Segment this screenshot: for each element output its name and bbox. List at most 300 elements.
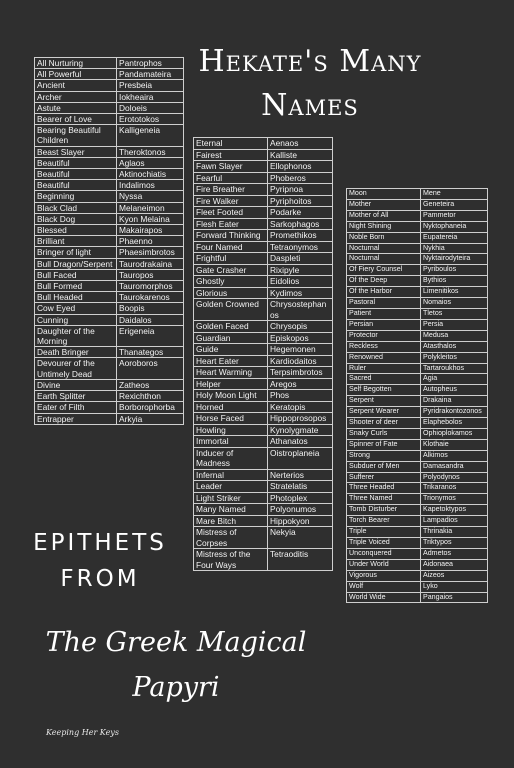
greek-epithet: Medusa xyxy=(421,330,488,341)
greek-epithet: Tetraonymos xyxy=(268,241,333,253)
table-row xyxy=(35,58,184,69)
greek-epithet: Kydimos xyxy=(268,287,333,299)
table-row xyxy=(194,436,333,448)
table-row xyxy=(347,516,488,527)
table-row xyxy=(35,80,184,91)
greek-epithet: Rexichthon xyxy=(117,391,184,402)
table-row xyxy=(347,254,488,265)
table-row xyxy=(194,321,333,333)
table-row xyxy=(35,213,184,224)
greek-epithet: Presbeia xyxy=(117,80,184,91)
table-row xyxy=(194,149,333,161)
english-epithet: Unconquered xyxy=(347,548,421,559)
english-epithet: World Wide xyxy=(347,592,421,603)
table-row xyxy=(35,358,184,379)
subtitle-line-2: FROM xyxy=(60,566,140,592)
table-row xyxy=(347,527,488,538)
table-row xyxy=(35,347,184,358)
greek-epithet: Bythios xyxy=(421,276,488,287)
english-epithet: All Powerful xyxy=(35,69,117,80)
english-epithet: Gate Crasher xyxy=(194,264,268,276)
table-row xyxy=(35,281,184,292)
table-row xyxy=(194,367,333,379)
greek-epithet: Nerterios xyxy=(268,469,333,481)
greek-epithet: Alkimos xyxy=(421,450,488,461)
english-epithet: Forward Thinking xyxy=(194,230,268,242)
greek-epithet: Limenitikos xyxy=(421,287,488,298)
greek-epithet: Hippoprosopos xyxy=(268,413,333,425)
greek-epithet: Boopis xyxy=(117,303,184,314)
greek-epithet: Nyssa xyxy=(117,191,184,202)
greek-epithet: Tauromorphos xyxy=(117,281,184,292)
table-row xyxy=(194,287,333,299)
greek-epithet: Eidolios xyxy=(268,276,333,288)
english-epithet: Beautiful xyxy=(35,157,117,168)
english-epithet: Daughter of the Morning xyxy=(35,325,117,346)
english-epithet: Leader xyxy=(194,481,268,493)
english-epithet: Helper xyxy=(194,378,268,390)
english-epithet: Fire Walker xyxy=(194,195,268,207)
greek-epithet: Atasthalos xyxy=(421,341,488,352)
english-epithet: Guide xyxy=(194,344,268,356)
table-row xyxy=(347,276,488,287)
english-epithet: Inducer of Madness xyxy=(194,447,268,469)
table-row xyxy=(35,325,184,346)
table-row xyxy=(194,355,333,367)
greek-epithet: Doloeis xyxy=(117,102,184,113)
table-row xyxy=(35,379,184,390)
table-row xyxy=(35,102,184,113)
english-epithet: Of the Deep xyxy=(347,276,421,287)
greek-epithet: Damasandra xyxy=(421,461,488,472)
table-row xyxy=(35,157,184,168)
greek-epithet: Autopheus xyxy=(421,385,488,396)
english-epithet: Spinner of Fate xyxy=(347,439,421,450)
table-row xyxy=(347,221,488,232)
table-row xyxy=(194,390,333,402)
greek-epithet: Elaphebolos xyxy=(421,418,488,429)
table-row xyxy=(347,538,488,549)
greek-epithet: Nykhia xyxy=(421,243,488,254)
english-epithet: Triple Voiced xyxy=(347,538,421,549)
greek-epithet: Sarkophagos xyxy=(268,218,333,230)
table-row xyxy=(35,292,184,303)
greek-epithet: Podarke xyxy=(268,207,333,219)
greek-epithet: Arkyia xyxy=(117,413,184,424)
greek-epithet: Daidalos xyxy=(117,314,184,325)
table-row xyxy=(194,378,333,390)
english-epithet: Strong xyxy=(347,450,421,461)
english-epithet: Ruler xyxy=(347,363,421,374)
greek-epithet: Aoroboros xyxy=(117,358,184,379)
greek-epithet: Promethikos xyxy=(268,230,333,242)
table-row xyxy=(347,581,488,592)
greek-epithet: Aktinochiatis xyxy=(117,169,184,180)
english-epithet: Ancient xyxy=(35,80,117,91)
greek-epithet: Pyripnoa xyxy=(268,184,333,196)
english-epithet: Night Shining xyxy=(347,221,421,232)
greek-epithet: Kardiodaitos xyxy=(268,355,333,367)
table-row xyxy=(194,230,333,242)
english-epithet: Beginning xyxy=(35,191,117,202)
english-epithet: Self Begotten xyxy=(347,385,421,396)
english-epithet: Eater of Filth xyxy=(35,402,117,413)
greek-epithet: Ophioplokamos xyxy=(421,428,488,439)
table-row xyxy=(35,114,184,125)
greek-epithet: Tletos xyxy=(421,308,488,319)
greek-epithet: Phoberos xyxy=(268,172,333,184)
greek-epithet: Rixipyle xyxy=(268,264,333,276)
greek-epithet: Pyriboulos xyxy=(421,265,488,276)
greek-epithet: Pyridrakontozonos xyxy=(421,407,488,418)
table-row xyxy=(347,363,488,374)
english-epithet: Eternal xyxy=(194,138,268,150)
greek-epithet: Thanategos xyxy=(117,347,184,358)
table-row xyxy=(347,352,488,363)
author-signature: Keeping Her Keys xyxy=(46,728,119,737)
english-epithet: Fleet Footed xyxy=(194,207,268,219)
greek-epithet: Taurokarenos xyxy=(117,292,184,303)
greek-epithet: Kyon Melaina xyxy=(117,213,184,224)
table-row xyxy=(35,146,184,157)
table-row xyxy=(347,461,488,472)
table-row xyxy=(35,125,184,146)
english-epithet: Fawn Slayer xyxy=(194,161,268,173)
table-row xyxy=(194,481,333,493)
table-row xyxy=(347,396,488,407)
english-epithet: Golden Crowned xyxy=(194,299,268,321)
greek-epithet: Pyriphoitos xyxy=(268,195,333,207)
english-epithet: Ghostly xyxy=(194,276,268,288)
greek-epithet: Nomaios xyxy=(421,298,488,309)
table-row xyxy=(194,184,333,196)
english-epithet: Of Fiery Counsel xyxy=(347,265,421,276)
table-row xyxy=(347,319,488,330)
table-row xyxy=(194,447,333,469)
english-epithet: Infernal xyxy=(194,469,268,481)
greek-epithet: Kynolygmate xyxy=(268,424,333,436)
greek-epithet: Indalimos xyxy=(117,180,184,191)
table-row xyxy=(194,161,333,173)
english-epithet: Heart Eater xyxy=(194,355,268,367)
greek-epithet: Pantrophos xyxy=(117,58,184,69)
table-row xyxy=(347,330,488,341)
table-row xyxy=(347,265,488,276)
english-epithet: Heart Warming xyxy=(194,367,268,379)
english-epithet: Many Named xyxy=(194,504,268,516)
english-epithet: Bringer of light xyxy=(35,247,117,258)
english-epithet: Howling xyxy=(194,424,268,436)
greek-epithet: Athanatos xyxy=(268,436,333,448)
table-row xyxy=(347,450,488,461)
page-title-line-1: Hekate's Many xyxy=(198,44,422,79)
greek-epithet: Polyonumos xyxy=(268,504,333,516)
english-epithet: Fire Breather xyxy=(194,184,268,196)
table-row xyxy=(347,472,488,483)
english-epithet: Bull Faced xyxy=(35,269,117,280)
english-epithet: Fairest xyxy=(194,149,268,161)
greek-epithet: Erototokos xyxy=(117,114,184,125)
greek-epithet: Oistroplaneia xyxy=(268,447,333,469)
greek-epithet: Pandamateira xyxy=(117,69,184,80)
english-epithet: Blessed xyxy=(35,225,117,236)
greek-epithet: Polyodynos xyxy=(421,472,488,483)
source-title-line-1: The Greek Magical xyxy=(45,627,307,658)
greek-epithet: Aidonaea xyxy=(421,559,488,570)
table-row xyxy=(347,439,488,450)
table-row xyxy=(194,218,333,230)
english-epithet: Reckless xyxy=(347,341,421,352)
table-row xyxy=(194,424,333,436)
table-row xyxy=(194,504,333,516)
table-row xyxy=(35,202,184,213)
english-epithet: Patient xyxy=(347,308,421,319)
greek-epithet: Tetraoditis xyxy=(268,549,333,571)
greek-epithet: Admetos xyxy=(421,548,488,559)
english-epithet: Beautiful xyxy=(35,180,117,191)
greek-epithet: Nyktairodyteira xyxy=(421,254,488,265)
english-epithet: Snaky Curls xyxy=(347,428,421,439)
table-row xyxy=(194,241,333,253)
subtitle-line-1: EPITHETS xyxy=(33,530,167,556)
english-epithet: Nocturnal xyxy=(347,254,421,265)
table-row xyxy=(35,191,184,202)
table-row xyxy=(194,515,333,527)
source-title-line-2: Papyri xyxy=(132,672,220,703)
english-epithet: All Nurturing xyxy=(35,58,117,69)
greek-epithet: Taurodrakaina xyxy=(117,258,184,269)
english-epithet: Subduer of Men xyxy=(347,461,421,472)
greek-epithet: Makairapos xyxy=(117,225,184,236)
table-row xyxy=(347,559,488,570)
greek-epithet: Episkopos xyxy=(268,332,333,344)
table-row xyxy=(194,469,333,481)
greek-epithet: Trionymos xyxy=(421,494,488,505)
epithets-table-2 xyxy=(193,137,333,571)
english-epithet: Protector xyxy=(347,330,421,341)
english-epithet: Triple xyxy=(347,527,421,538)
english-epithet: Flesh Eater xyxy=(194,218,268,230)
english-epithet: Archer xyxy=(35,91,117,102)
english-epithet: Golden Faced xyxy=(194,321,268,333)
greek-epithet: Phaesimbrotos xyxy=(117,247,184,258)
table-row xyxy=(35,413,184,424)
english-epithet: Light Striker xyxy=(194,492,268,504)
english-epithet: Glorious xyxy=(194,287,268,299)
english-epithet: Under World xyxy=(347,559,421,570)
english-epithet: Of the Harbor xyxy=(347,287,421,298)
greek-epithet: Zatheos xyxy=(117,379,184,390)
greek-epithet: Lampadios xyxy=(421,516,488,527)
english-epithet: Moon xyxy=(347,189,421,200)
english-epithet: Sacred xyxy=(347,374,421,385)
table-row xyxy=(347,385,488,396)
english-epithet: Fearful xyxy=(194,172,268,184)
table-row xyxy=(347,199,488,210)
table-row xyxy=(35,247,184,258)
table-row xyxy=(347,494,488,505)
table-row xyxy=(347,592,488,603)
epithets-table-1 xyxy=(34,57,184,425)
english-epithet: Mare Bitch xyxy=(194,515,268,527)
english-epithet: Serpent Wearer xyxy=(347,407,421,418)
english-epithet: Mother of All xyxy=(347,210,421,221)
table-row xyxy=(194,332,333,344)
greek-epithet: Nekyia xyxy=(268,527,333,549)
greek-epithet: Triktypos xyxy=(421,538,488,549)
table-row xyxy=(35,91,184,102)
table-row xyxy=(347,232,488,243)
english-epithet: Mother xyxy=(347,199,421,210)
english-epithet: Persian xyxy=(347,319,421,330)
greek-epithet: Aizeos xyxy=(421,570,488,581)
table-row xyxy=(347,308,488,319)
english-epithet: Renowned xyxy=(347,352,421,363)
table-row xyxy=(35,391,184,402)
greek-epithet: Terpsimbrotos xyxy=(268,367,333,379)
greek-epithet: Drakaina xyxy=(421,396,488,407)
greek-epithet: Chrysopis xyxy=(268,321,333,333)
table-row xyxy=(194,138,333,150)
english-epithet: Shooter of deer xyxy=(347,418,421,429)
english-epithet: Cunning xyxy=(35,314,117,325)
english-epithet: Black Clad xyxy=(35,202,117,213)
greek-epithet: Melaneimon xyxy=(117,202,184,213)
english-epithet: Sufferer xyxy=(347,472,421,483)
english-epithet: Astute xyxy=(35,102,117,113)
english-epithet: Bearer of Love xyxy=(35,114,117,125)
table-row xyxy=(347,418,488,429)
table-row xyxy=(35,269,184,280)
table-row xyxy=(194,549,333,571)
english-epithet: Torch Bearer xyxy=(347,516,421,527)
english-epithet: Entrapper xyxy=(35,413,117,424)
table-row xyxy=(347,287,488,298)
english-epithet: Holy Moon Light xyxy=(194,390,268,402)
english-epithet: Horned xyxy=(194,401,268,413)
greek-epithet: Pangaios xyxy=(421,592,488,603)
greek-epithet: Photoplex xyxy=(268,492,333,504)
english-epithet: Beautiful xyxy=(35,169,117,180)
english-epithet: Tomb Disturber xyxy=(347,505,421,516)
english-epithet: Nocturnal xyxy=(347,243,421,254)
table-row xyxy=(347,548,488,559)
table-row xyxy=(194,492,333,504)
table-row xyxy=(194,264,333,276)
greek-epithet: Nyktophaneia xyxy=(421,221,488,232)
table-row xyxy=(35,258,184,269)
greek-epithet: Kapetoktypos xyxy=(421,505,488,516)
table-row xyxy=(35,180,184,191)
greek-epithet: Lyko xyxy=(421,581,488,592)
english-epithet: Devourer of the Untimely Dead xyxy=(35,358,117,379)
greek-epithet: Phaenno xyxy=(117,236,184,247)
table-row xyxy=(194,527,333,549)
table-row xyxy=(35,303,184,314)
english-epithet: Bull Formed xyxy=(35,281,117,292)
english-epithet: Guardian xyxy=(194,332,268,344)
table-row xyxy=(347,341,488,352)
table-row xyxy=(347,243,488,254)
english-epithet: Frightful xyxy=(194,253,268,265)
english-epithet: Black Dog xyxy=(35,213,117,224)
greek-epithet: Tauropos xyxy=(117,269,184,280)
english-epithet: Divine xyxy=(35,379,117,390)
english-epithet: Bearing Beautiful Children xyxy=(35,125,117,146)
table-row xyxy=(347,189,488,200)
english-epithet: Vigorous xyxy=(347,570,421,581)
table-row xyxy=(194,253,333,265)
table-row xyxy=(347,505,488,516)
english-epithet: Horse Faced xyxy=(194,413,268,425)
english-epithet: Serpent xyxy=(347,396,421,407)
greek-epithet: Kalligeneia xyxy=(117,125,184,146)
greek-epithet: Polykleitos xyxy=(421,352,488,363)
english-epithet: Cow Eyed xyxy=(35,303,117,314)
table-row xyxy=(347,374,488,385)
table-row xyxy=(194,299,333,321)
greek-epithet: Keratopis xyxy=(268,401,333,413)
table-row xyxy=(194,207,333,219)
greek-epithet: Theroktonos xyxy=(117,146,184,157)
epithets-table-3 xyxy=(346,188,488,603)
table-row xyxy=(35,169,184,180)
english-epithet: Three Named xyxy=(347,494,421,505)
table-row xyxy=(194,413,333,425)
greek-epithet: Hegemonen xyxy=(268,344,333,356)
english-epithet: Death Bringer xyxy=(35,347,117,358)
greek-epithet: Hippokyon xyxy=(268,515,333,527)
greek-epithet: Mene xyxy=(421,189,488,200)
greek-epithet: Stratelatis xyxy=(268,481,333,493)
greek-epithet: Pammetor xyxy=(421,210,488,221)
greek-epithet: Thrinakia xyxy=(421,527,488,538)
table-row xyxy=(35,69,184,80)
table-row xyxy=(35,314,184,325)
greek-epithet: Chrysostephanos xyxy=(268,299,333,321)
table-row xyxy=(194,401,333,413)
english-epithet: Brilliant xyxy=(35,236,117,247)
greek-epithet: Iokheaira xyxy=(117,91,184,102)
table-row xyxy=(194,195,333,207)
table-row xyxy=(347,570,488,581)
english-epithet: Three Headed xyxy=(347,483,421,494)
greek-epithet: Aregos xyxy=(268,378,333,390)
table-row xyxy=(194,172,333,184)
table-row xyxy=(194,276,333,288)
english-epithet: Immortal xyxy=(194,436,268,448)
greek-epithet: Eupatereia xyxy=(421,232,488,243)
greek-epithet: Agia xyxy=(421,374,488,385)
english-epithet: Bull Headed xyxy=(35,292,117,303)
greek-epithet: Borborophorba xyxy=(117,402,184,413)
table-row xyxy=(347,483,488,494)
table-row xyxy=(35,236,184,247)
english-epithet: Four Named xyxy=(194,241,268,253)
greek-epithet: Trikaranos xyxy=(421,483,488,494)
english-epithet: Bull Dragon/Serpent xyxy=(35,258,117,269)
english-epithet: Mistress of the Four Ways xyxy=(194,549,268,571)
table-row xyxy=(347,210,488,221)
english-epithet: Mistress of Corpses xyxy=(194,527,268,549)
english-epithet: Earth Splitter xyxy=(35,391,117,402)
table-row xyxy=(347,407,488,418)
greek-epithet: Daspleti xyxy=(268,253,333,265)
greek-epithet: Geneteira xyxy=(421,199,488,210)
english-epithet: Beast Slayer xyxy=(35,146,117,157)
greek-epithet: Klothaie xyxy=(421,439,488,450)
table-row xyxy=(347,428,488,439)
